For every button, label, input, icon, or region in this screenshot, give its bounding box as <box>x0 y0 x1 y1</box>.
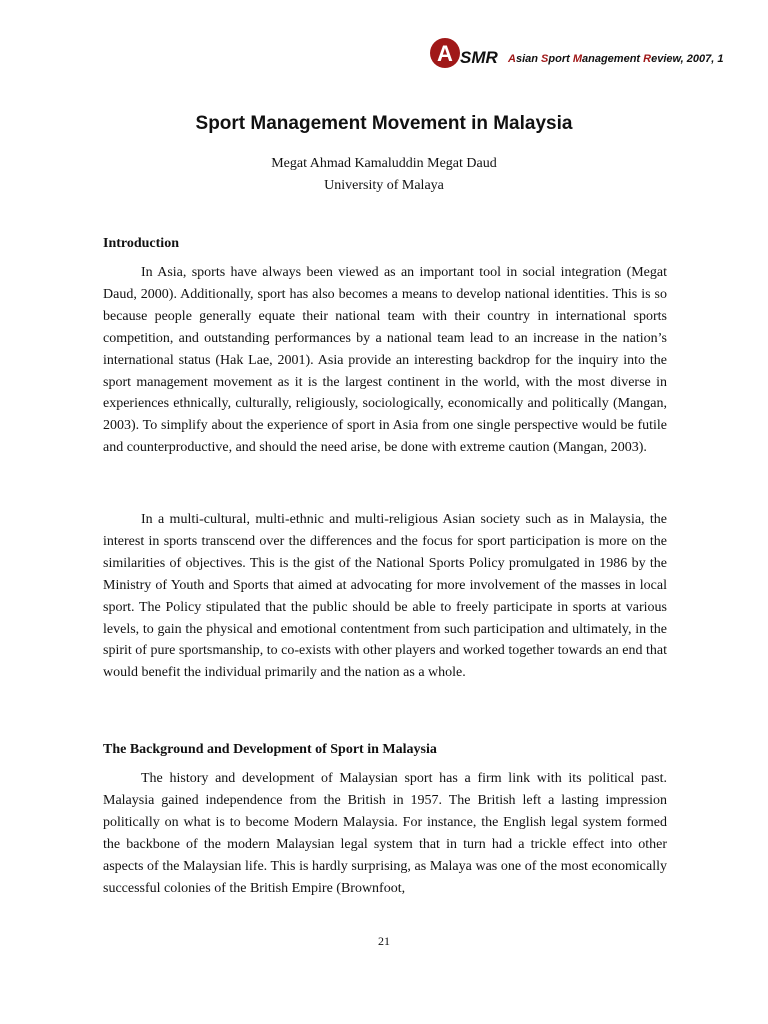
journal-citation-part: port <box>548 53 573 65</box>
paragraph: In a multi-cultural, multi-ethnic and multi-religious Asian society such as in Malaysia, the interest in sports transcend over the differences and the focus for sport participation is more on the similarities of objectives. This is the gist of the National Sports Policy promulgated in 1986 by the Ministry of Youth and Sports that aimed at advocating for more involvement of the masses in local sport. The Policy stipulated that the public should be able to freely participate in sports at various levels, to gain the physical and emotional contentment from such participation and ultimately, in the spirit of pure sportsmanship, to co-exists with other players and worked together towards an end that would benefit the individual primarily and the nation as a whole. <box>103 512 667 681</box>
article-title: Sport Management Movement in Malaysia <box>195 113 573 134</box>
journal-citation <box>508 53 723 65</box>
article-author: Megat Ahmad Kamaluddin Megat Daud <box>271 156 497 171</box>
page-number: 21 <box>378 934 390 948</box>
journal-citation-part: anagement <box>582 53 644 65</box>
journal-citation-part: R <box>643 53 652 65</box>
paragraph: The history and development of Malaysian sport has a firm link with its political past. Malaysia gained independence from the British in 1957. The British left a lasting impression politically on what is to become Modern Malaysia. For instance, the English legal system formed the backbone of the modern Malaysian legal system that in turn had a trickle effect into other aspects of the Malaysian life. This is hardly surprising, as Malaya was one of the most economically successful colonies of the British Empire (Brownfoot, <box>103 771 667 896</box>
journal-citation-part: S <box>541 53 549 65</box>
journal-header <box>430 38 760 70</box>
journal-citation-part: sian <box>515 53 542 65</box>
logo-text: SMR <box>460 48 498 67</box>
section-heading-introduction: Introduction <box>103 236 179 251</box>
logo-letter: A <box>437 41 453 66</box>
journal-citation-part: eview, 2007, 1 <box>651 53 724 65</box>
journal-citation-part: M <box>572 53 582 65</box>
journal-citation-part: A <box>508 53 516 65</box>
article-affiliation: University of Malaya <box>324 178 444 193</box>
section-heading-background: The Background and Development of Sport in Malaysia <box>103 742 437 757</box>
paragraph: In Asia, sports have always been viewed as an important tool in social integration (Megat Daud, 2000). Additionally, sport has also becomes a means to develop national identities. This is so because people generally equate their national team with their country in international sports competition, and outstanding performances by a national team lead to an increase in the nation’s international status (Hak Lae, 2001). Asia provide an interesting backdrop for the inquiry into the sport management movement as it is the largest continent in the world, with the most diverse in experiences ethnically, culturally, religiously, sociologically, economically and politically (Mangan, 2003). To simplify about the experience of sport in Asia from one single perspective would be futile and counterproductive, and should the need arise, be done with extreme caution (Mangan, 2003). <box>103 265 667 456</box>
